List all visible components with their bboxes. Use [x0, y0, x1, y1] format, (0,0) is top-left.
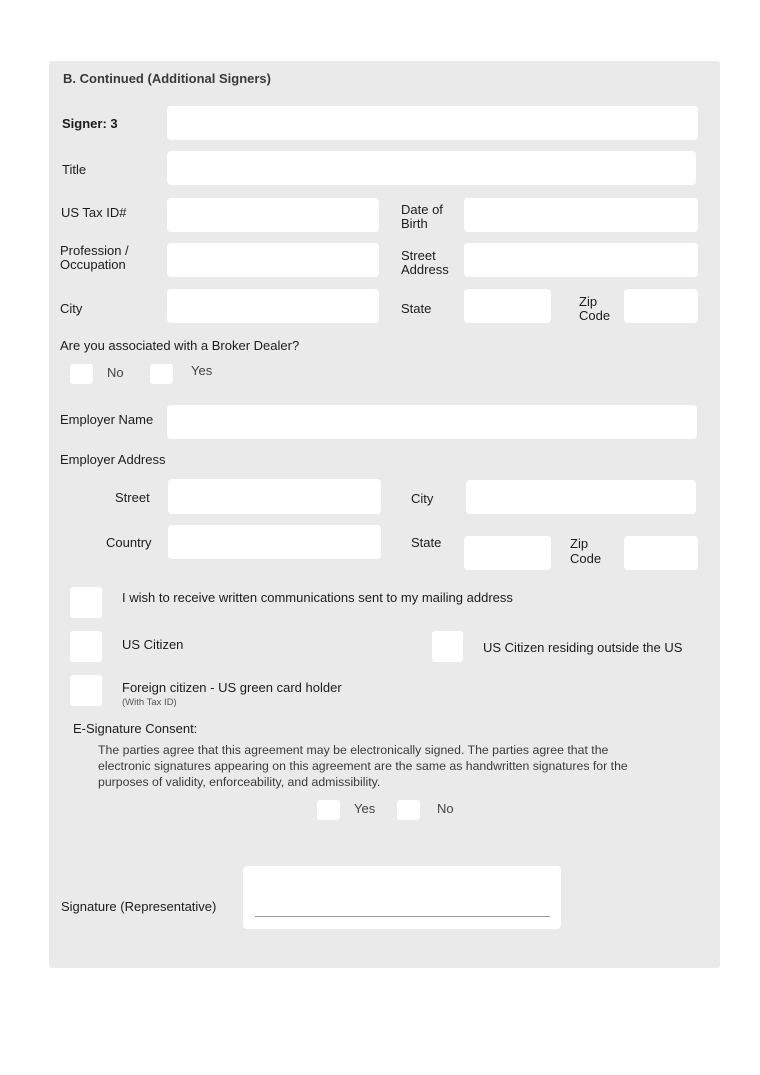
tax-id-label: US Tax ID#: [61, 205, 127, 220]
city-field[interactable]: [167, 289, 379, 323]
signature-line: [255, 916, 550, 917]
foreign-citizen-label: Foreign citizen - US green card holder: [122, 680, 342, 695]
broker-yes-label: Yes: [191, 363, 213, 378]
broker-no-label: No: [107, 365, 124, 380]
dob-field[interactable]: [464, 198, 698, 232]
foreign-citizen-checkbox[interactable]: [70, 675, 102, 706]
us-citizen-label: US Citizen: [122, 637, 184, 652]
title-field[interactable]: [167, 151, 696, 185]
profession-label-line1: Profession /: [60, 243, 129, 258]
signature-label: Signature (Representative): [61, 899, 217, 914]
emp-zip-field[interactable]: [624, 536, 698, 570]
esig-yes-label: Yes: [354, 801, 376, 816]
signer-field[interactable]: [167, 106, 698, 140]
emp-zip-label-line1: Zip: [570, 536, 589, 551]
employer-name-label: Employer Name: [60, 412, 154, 427]
emp-city-label: City: [411, 491, 434, 506]
profession-label-line2: Occupation: [60, 257, 126, 272]
esig-text-line1: The parties agree that this agreement may be electronically signed. The parties agree that the: [98, 743, 609, 757]
broker-no-checkbox[interactable]: [70, 364, 93, 384]
street-address-label-line1: Street: [401, 248, 436, 263]
broker-yes-checkbox[interactable]: [150, 364, 173, 384]
street-address-field[interactable]: [464, 243, 698, 277]
esig-text-line3: purposes of validity, enforceability, and admissibility.: [98, 775, 381, 789]
employer-name-field[interactable]: [167, 405, 697, 439]
emp-state-label: State: [411, 535, 442, 550]
us-citizen-checkbox[interactable]: [70, 631, 102, 662]
title-label: Title: [62, 162, 87, 177]
esig-no-checkbox[interactable]: [397, 800, 420, 820]
esig-text-line2: electronic signatures appearing on this agreement are the same as handwritten signatures for the: [98, 759, 628, 773]
emp-zip-label-line2: Code: [570, 551, 602, 566]
emp-street-field[interactable]: [168, 479, 381, 514]
dob-label-line1: Date of: [401, 202, 443, 217]
us-citizen-outside-checkbox[interactable]: [432, 631, 463, 662]
street-address-label-line2: Address: [401, 262, 449, 277]
city-label: City: [60, 301, 83, 316]
mailing-checkbox[interactable]: [70, 587, 102, 618]
mailing-label: I wish to receive written communications sent to my mailing address: [122, 590, 513, 605]
dob-label-line2: Birth: [401, 216, 428, 231]
foreign-citizen-note: (With Tax ID): [122, 697, 177, 708]
signer-label: Signer: 3: [62, 116, 118, 131]
tax-id-field[interactable]: [167, 198, 379, 232]
zip-label-line2: Code: [579, 308, 611, 323]
esig-title: E-Signature Consent:: [73, 721, 198, 736]
emp-country-label: Country: [106, 535, 152, 550]
employer-address-label: Employer Address: [60, 452, 166, 467]
state-label: State: [401, 301, 432, 316]
emp-country-field[interactable]: [168, 525, 381, 559]
broker-question: Are you associated with a Broker Dealer?: [60, 338, 300, 353]
zip-label-line1: Zip: [579, 294, 598, 309]
emp-street-label: Street: [115, 490, 150, 505]
signature-field[interactable]: [243, 866, 561, 929]
emp-city-field[interactable]: [466, 480, 696, 514]
state-field[interactable]: [464, 289, 551, 323]
us-citizen-outside-label: US Citizen residing outside the US: [483, 640, 683, 655]
esig-no-label: No: [437, 801, 454, 816]
esig-yes-checkbox[interactable]: [317, 800, 340, 820]
zip-field[interactable]: [624, 289, 698, 323]
profession-field[interactable]: [167, 243, 379, 277]
section-title: B. Continued (Additional Signers): [63, 71, 271, 86]
emp-state-field[interactable]: [464, 536, 551, 570]
